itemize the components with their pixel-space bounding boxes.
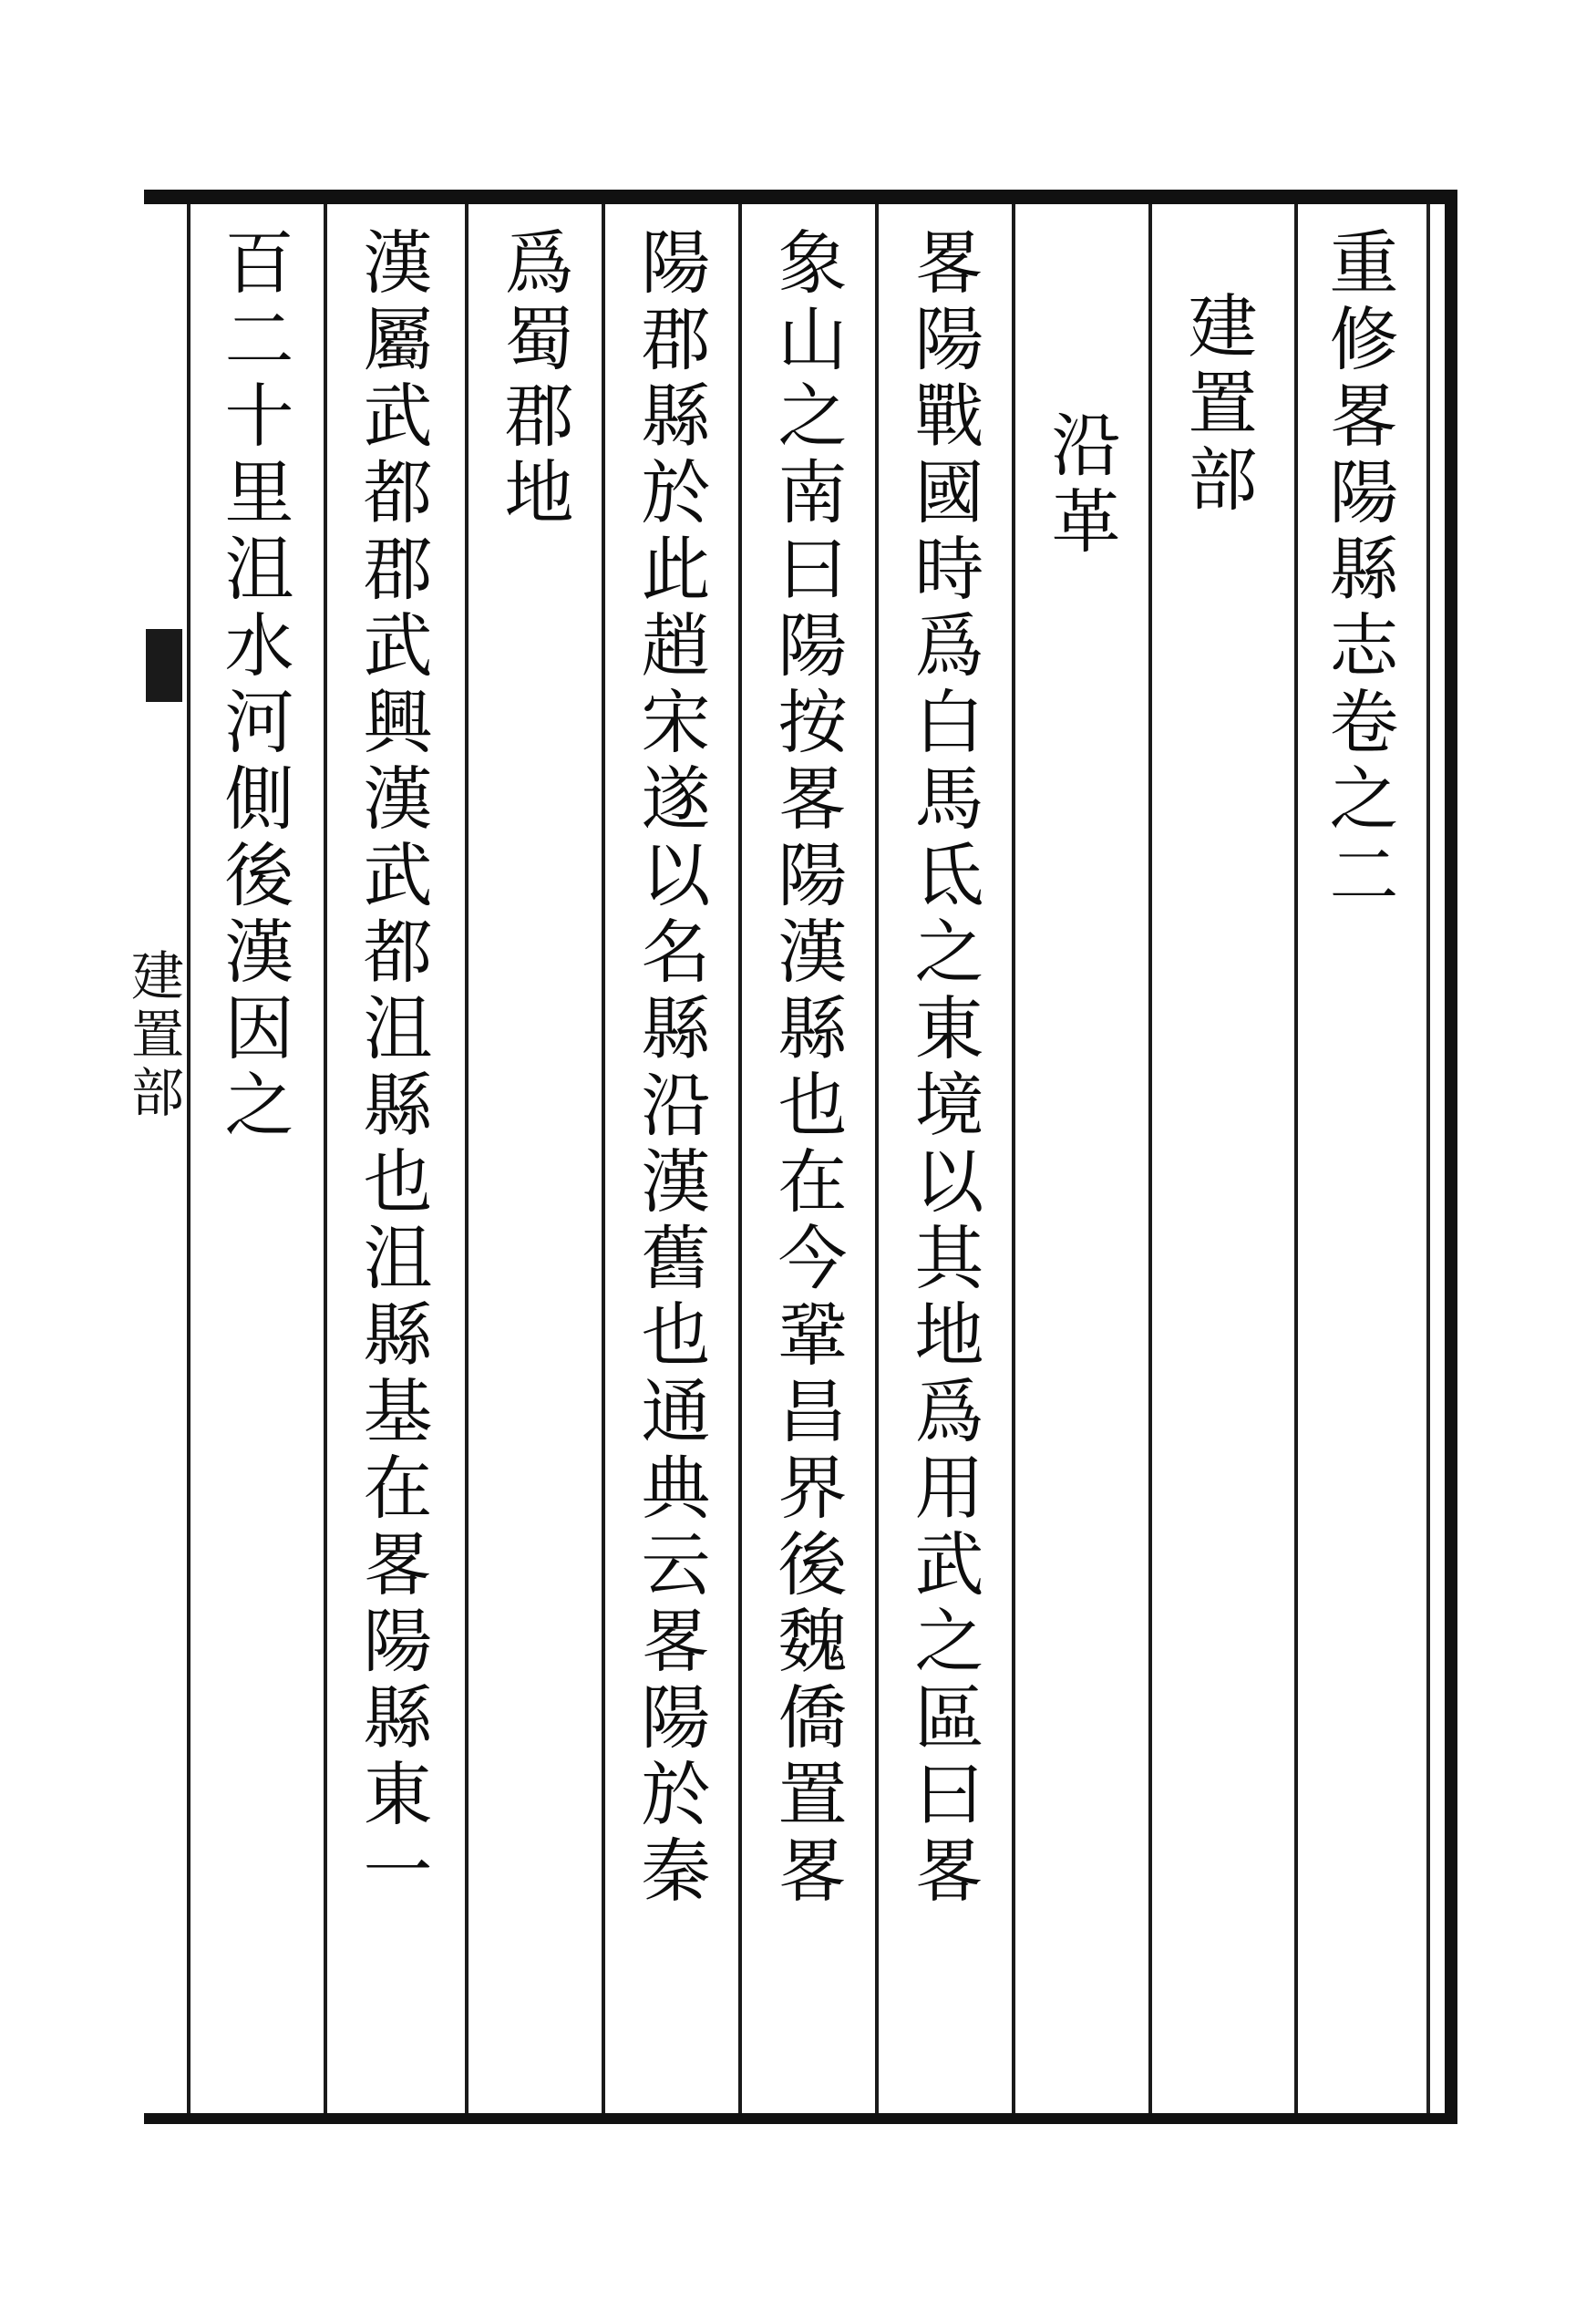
column-divider: [1012, 204, 1015, 2113]
fold-label: 建置部: [122, 948, 184, 1123]
text-column-4: 爲蜀郡地: [493, 226, 574, 532]
volume-title: 重修畧陽縣志卷之二: [1318, 226, 1399, 915]
text-column-2: 象山之南曰陽按畧陽漢縣也在今鞏昌界後魏僑置畧: [767, 226, 848, 1911]
column-divider: [1148, 204, 1152, 2113]
column-divider: [738, 204, 742, 2113]
frame-right-border: [1445, 190, 1457, 2124]
frame-right-inner-border: [1426, 204, 1430, 2113]
fish-tail-mark: [146, 629, 182, 702]
fold-strip: [144, 204, 188, 2113]
frame-bottom-border: [144, 2113, 1457, 2124]
column-divider: [602, 204, 605, 2113]
column-divider: [875, 204, 879, 2113]
subsection-heading: 沿革: [1040, 408, 1121, 562]
column-divider: [465, 204, 469, 2113]
text-column-1: 畧陽戰國時爲白馬氐之東境以其地爲用武之區曰畧: [903, 226, 984, 1911]
section-heading: 建置部: [1177, 290, 1258, 520]
text-column-3: 陽郡縣於此趙宋遂以名縣沿漢舊也通典云畧陽於秦: [630, 226, 711, 1911]
text-column-5: 漢屬武都郡武興漢武都沮縣也沮縣基在畧陽縣東一: [352, 226, 433, 1911]
column-divider: [1294, 204, 1298, 2113]
text-column-6: 百二十里沮水河側後漢因之: [213, 226, 294, 1145]
frame-top-border: [144, 190, 1457, 204]
column-divider: [324, 204, 327, 2113]
